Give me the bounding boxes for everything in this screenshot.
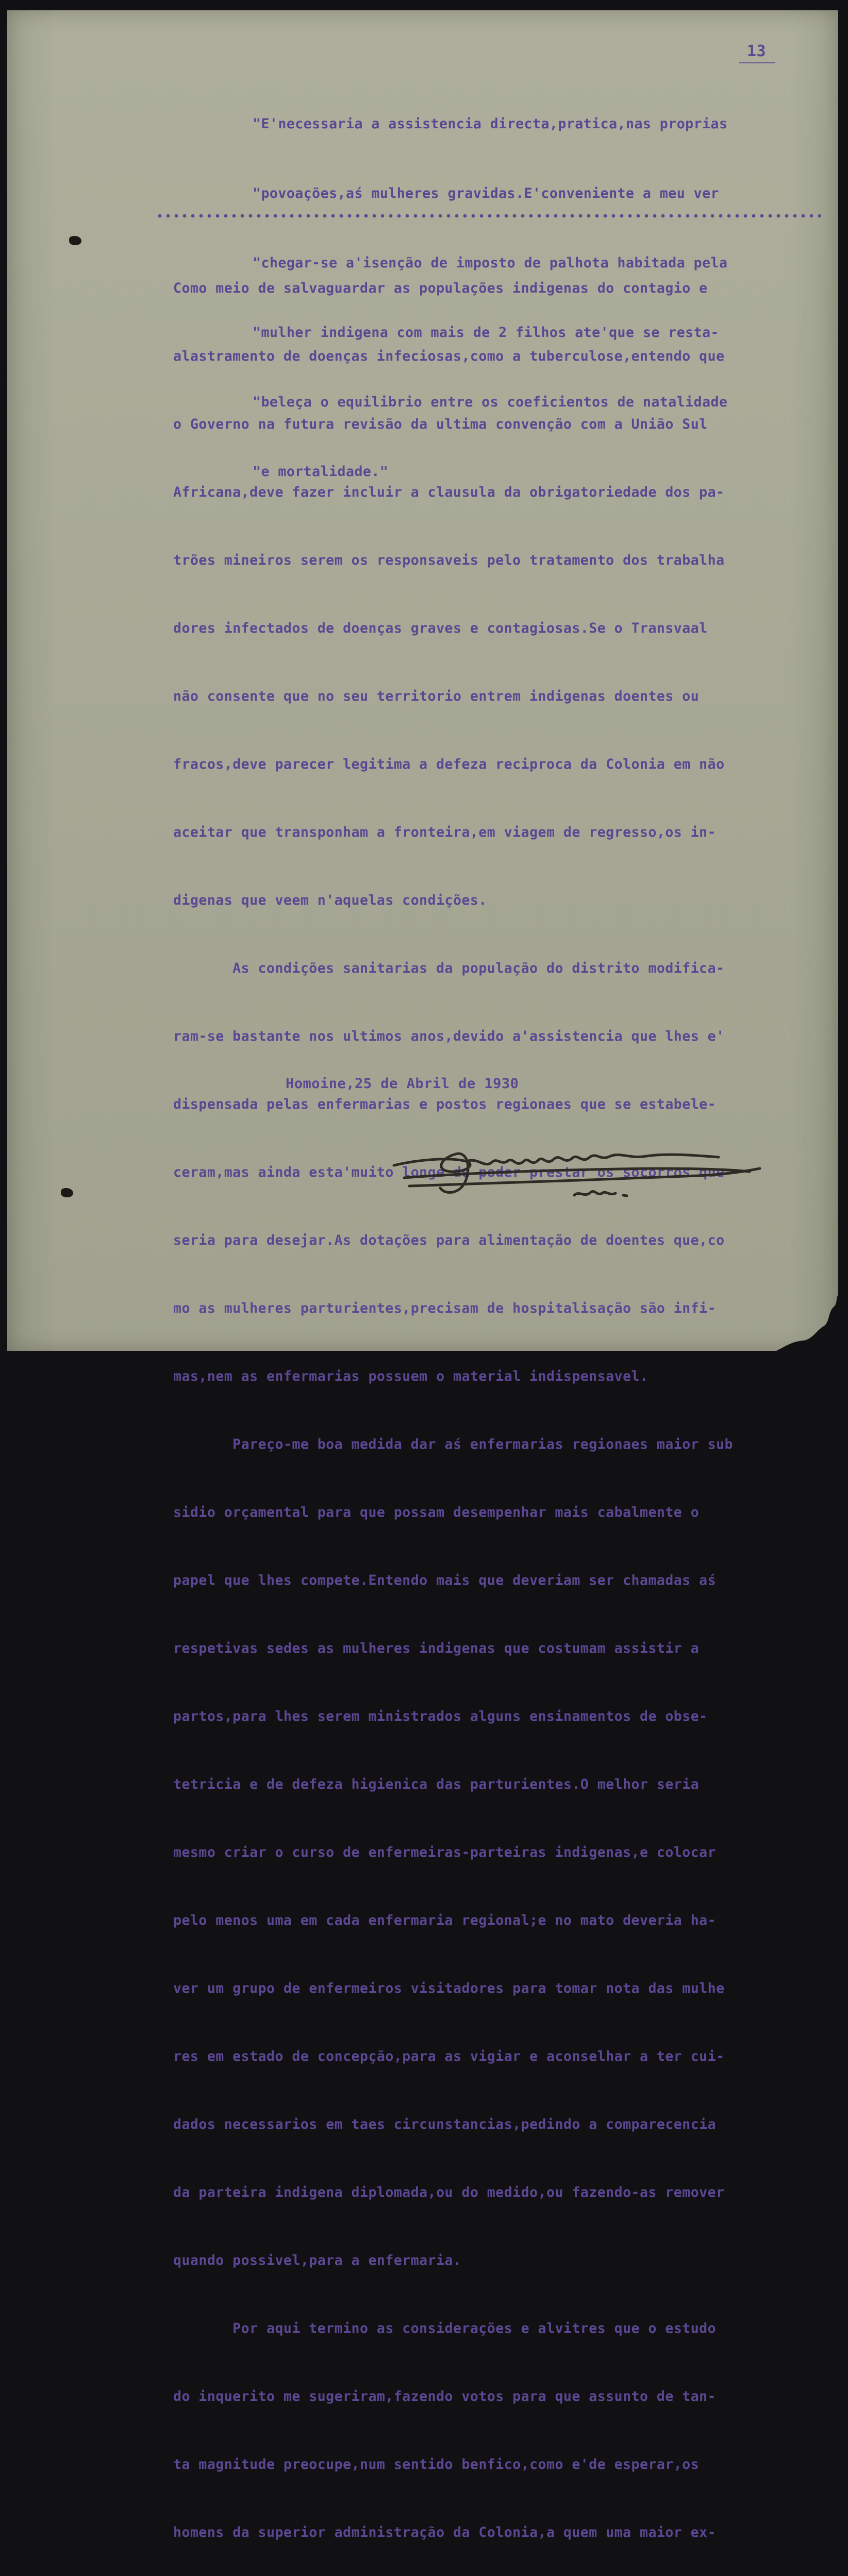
binder-hole — [69, 236, 81, 245]
torn-corner — [776, 1294, 838, 1351]
body-line: homens da superior administração da Colonia,a quem uma maior ex- — [173, 2524, 717, 2540]
quote-line: "e mortalidade." — [253, 464, 389, 480]
body-line: aceitar que transponham a fronteira,em viagem de regresso,os in- — [173, 824, 717, 840]
body-line: quando possivel,para a enfermaria. — [173, 2252, 462, 2268]
body-line: respetivas sedes as mulheres indigenas que costumam assistir a — [173, 1640, 700, 1656]
body-line: papel que lhes compete.Entendo mais que deveriam ser chamadas aś — [173, 1572, 717, 1588]
body-line: ver um grupo de enfermeiros visitadores para tomar nota das mulhe — [173, 1980, 725, 1996]
quote-line: "E'necessaria a assistencia directa,pratica,nas proprias — [253, 116, 728, 132]
body-line: ta magnitude preocupe,num sentido benfico,como e'de esperar,os — [173, 2456, 700, 2472]
body-line: sidio orçamental para que possam desempenhar mais cabalmente o — [173, 1504, 700, 1520]
body-line: fracos,deve parecer legitima a defeza reciproca da Colonia em não — [173, 756, 725, 772]
place-date: Homoine,25 de Abril de 1930 — [286, 1076, 519, 1092]
body-line: do inquerito me sugeriram,fazendo votos para que assunto de tan- — [173, 2388, 717, 2404]
body-line: tetricia e de defeza higienica das parturientes.O melhor seria — [173, 1776, 700, 1792]
body-line: dados necessarios em taes circunstancias,pedindo a comparecencia — [173, 2116, 717, 2132]
page-number: 13 — [747, 42, 767, 60]
handwritten-signature — [389, 1108, 770, 1211]
body-line: res em estado de concepção,para as vigiar e aconselhar a ter cui- — [173, 2048, 725, 2064]
document-page — [7, 10, 838, 2540]
quote-line: "chegar-se a'isenção de imposto de palhota habitada pela — [253, 255, 728, 271]
body-line: dores infectados de doenças graves e contagiosas.Se o Transvaal — [173, 620, 708, 636]
body-line: Como meio de salvaguardar as populações indigenas do contagio e — [173, 280, 708, 296]
body-line: Por aqui termino as considerações e alvitres que o estudo — [173, 2320, 717, 2336]
body-line: mo as mulheres parturientes,precisam de hospitalisação são infi- — [173, 1300, 717, 1316]
body-line: alastramento de doenças infeciosas,como a tuberculose,entendo que — [173, 348, 725, 364]
body-line: pelo menos uma em cada enfermaria regional;e no mato deveria ha- — [173, 1912, 717, 1928]
body-line: ram-se bastante nos ultimos anos,devido a'assistencia que lhes e' — [173, 1028, 725, 1044]
body-line: dispensada pelas enfermarias e postos regionaes que se estabele- — [173, 1096, 717, 1112]
body-text — [173, 232, 733, 2576]
body-line: mas,nem as enfermarias possuem o material indispensavel. — [173, 1368, 649, 1384]
binder-hole — [61, 1188, 73, 1197]
body-line: digenas que veem n'aquelas condições. — [173, 892, 487, 908]
body-line: o Governo na futura revisão da ultima convenção com a União Sul — [173, 416, 708, 432]
body-line: trões mineiros serem os responsaveis pelo tratamento dos trabalha — [173, 552, 725, 568]
quote-line: "povoações,aś mulheres gravidas.E'conveniente a meu ver — [253, 185, 719, 201]
body-line: Africana,deve fazer incluir a clausula da obrigatoriedade dos pa- — [173, 484, 725, 500]
body-line: Pareço-me boa medida dar aś enfermarias regionaes maior sub — [173, 1436, 733, 1452]
body-line: partos,para lhes serem ministrados alguns ensinamentos de obse- — [173, 1708, 708, 1724]
body-line: não consente que no seu territorio entrem indigenas doentes ou — [173, 688, 700, 704]
body-line: da parteira indigena diplomada,ou do medido,ou fazendo-as remover — [173, 2184, 725, 2200]
page-number-underline — [739, 62, 775, 63]
body-line: seria para desejar.As dotações para alimentação de doentes que,co — [173, 1232, 725, 1248]
quote-line: "beleça o equilibrio entre os coeficientos de natalidade — [253, 394, 728, 410]
body-line: mesmo criar o curso de enfermeiras-parteiras indigenas,e colocar — [173, 1844, 717, 1860]
body-line: As condições sanitarias da população do distrito modifica- — [173, 960, 725, 976]
quote-line: "mulher indigena com mais de 2 filhos ate'que se resta- — [253, 325, 719, 341]
body-line: ceram,mas ainda esta'muito longe de poder prestar os socorros que — [173, 1164, 725, 1180]
dotted-separator — [156, 212, 821, 219]
